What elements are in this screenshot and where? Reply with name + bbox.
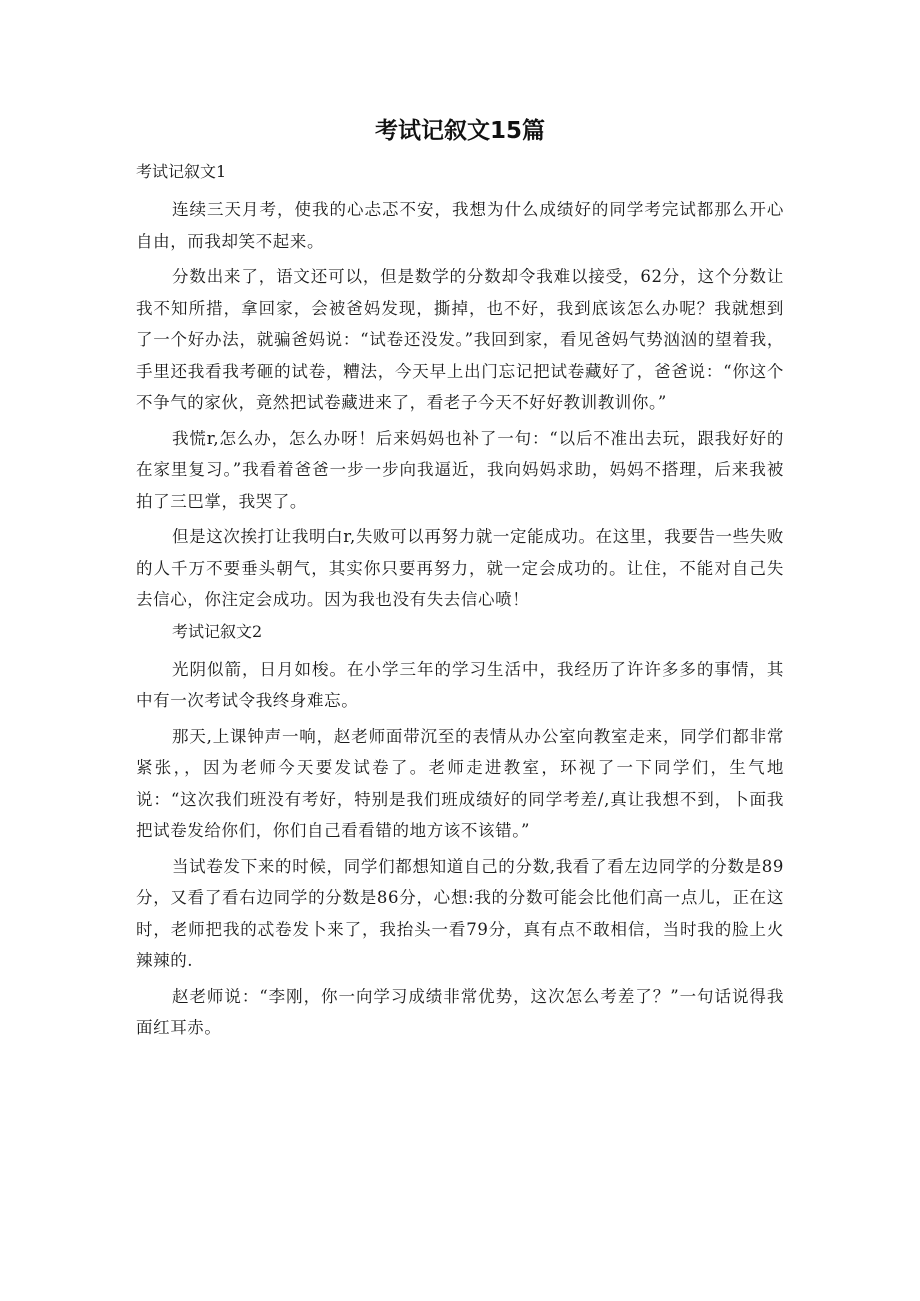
paragraph: 我慌r,怎么办，怎么办呀！后来妈妈也补了一句：“以后不准出去玩，跟我好好的在家里复习。”我看着爸爸一步一步向我逼近，我向妈妈求助，妈妈不搭理，后来我被拍了三巴掌，我哭了。 bbox=[136, 428, 784, 511]
paragraph: 当试卷发下来的时候，同学们都想知道自己的分数,我看了看左边同学的分数是89分，又看了看右边同学的分数是86分，心想:我的分数可能会比他们高一点儿，正在这时，老师把我的忒卷发卜来了，我抬头一看79分，真有点不敢相信，当时我的脸上火辣辣的. bbox=[136, 856, 784, 970]
section-heading: 考试记叙文2 bbox=[172, 621, 263, 641]
paragraph: 赵老师说：“李刚，你一向学习成绩非常优势，这次怎么考差了？”一句话说得我面红耳赤。 bbox=[136, 986, 784, 1037]
document-title: 考试记叙文15篇 bbox=[374, 118, 545, 144]
paragraph: 分数出来了，语文还可以，但是数学的分数却令我难以接受，62分，这个分数让我不知所措，拿回家，会被爸妈发现，撕掉，也不好，我到底该怎么办呢？我就想到了一个好办法，就骗爸妈说：“试卷还没发。”我回到家，看见爸妈气势汹汹的望着我，手里还我看我考砸的试卷，糟法，今天早上出门忘记把试卷藏好了，爸爸说：“你这个不争气的家伙，竟然把试卷藏进来了，看老子今天不好好教训教训你。” bbox=[136, 267, 784, 412]
paragraph: 那天,上课钟声一响，赵老师面带沉至的表情从办公室向教室走来，同学们都非常紧张，，因为老师今天要发试卷了。老师走进教室，环视了一下同学们，生气地说：“这次我们班没有考好，特别是我们班成绩好的同学考差/,真让我想不到，卜面我把试卷发给你们，你们自己看看错的地方该不该错。” bbox=[136, 726, 784, 840]
paragraph: 但是这次挨打让我明白r,失败可以再努力就一定能成功。在这里，我要告一些失败的人千万不要垂头朝气，其实你只要再努力，就一定会成功的。让住，不能对自己失去信心，你注定会成功。因为我也没有失去信心喷！ bbox=[136, 527, 784, 609]
paragraph: 连续三天月考，使我的心忐忑不安，我想为什么成绩好的同学考完试都那么开心自由，而我却笑不起来。 bbox=[136, 200, 784, 251]
document-body bbox=[136, 160, 784, 1048]
paragraph: 光阴似箭，日月如梭。在小学三年的学习生活中，我经历了许许多多的事情，其中有一次考试令我终身难忘。 bbox=[136, 659, 784, 710]
section-heading: 考试记叙文1 bbox=[136, 162, 227, 181]
